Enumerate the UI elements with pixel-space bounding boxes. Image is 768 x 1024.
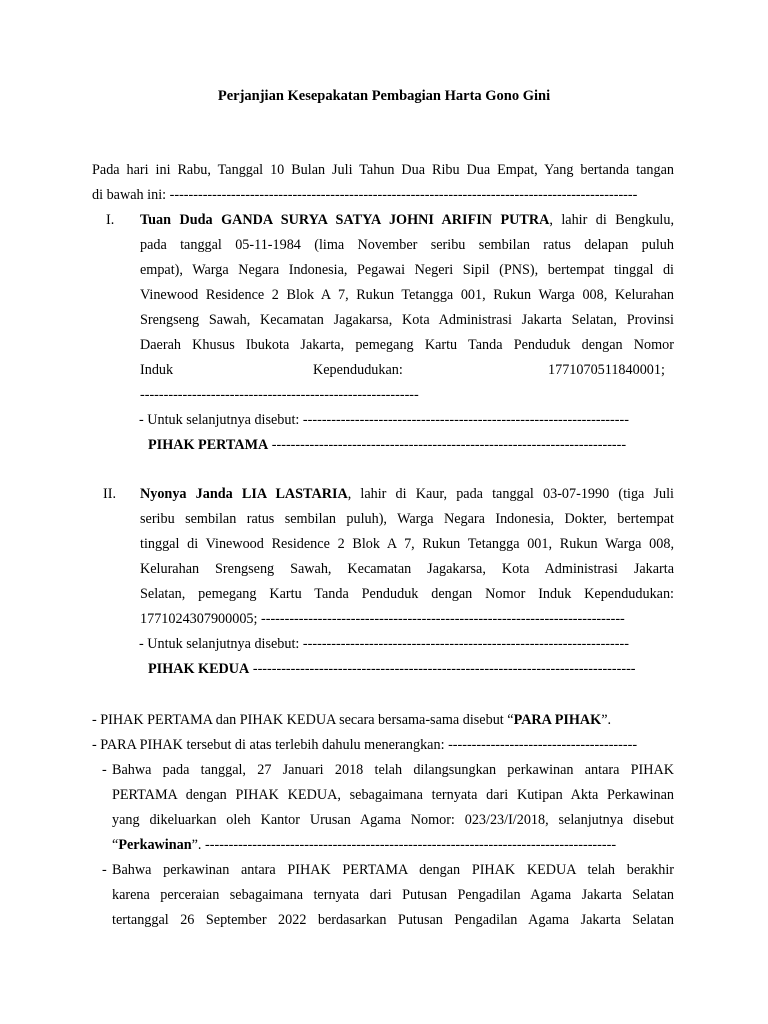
para-pihak-term: PARA PIHAK [513, 712, 602, 728]
party2-line-1 [140, 486, 674, 503]
recital1-line-4 [112, 837, 616, 854]
party1-line-7-b: Kependudukan: [313, 362, 403, 378]
recital2-bullet: - [102, 862, 107, 878]
para-pihak-line-2: - PARA PIHAK tersebut di atas terlebih dahulu menerangkan: ---------------------------------------- [92, 737, 638, 753]
party2-numeral: II. [103, 486, 116, 502]
party1-line-7-c: 1771070511840001; [548, 362, 665, 378]
recital2-line-3: tertanggal 26 September 2022 berdasarkan Putusan Pengadilan Agama Jakarta Selatan [112, 912, 674, 928]
party1-label: PIHAK PERTAMA [148, 437, 269, 453]
party2-line-2: seribu sembilan ratus sembilan puluh), Warga Negara Indonesia, Dokter, bertempat [140, 511, 674, 527]
party2-line-4: Kelurahan Srengseng Sawah, Kecamatan Jagakarsa, Kota Administrasi Jakarta [140, 561, 674, 577]
party1-name: GANDA SURYA SATYA JOHNI ARIFIN PUTRA [221, 212, 550, 228]
party1-line-2: pada tanggal 05-11-1984 (lima November seribu sembilan ratus delapan puluh [140, 237, 674, 253]
party2-label: PIHAK KEDUA [148, 661, 250, 677]
recital2-line-2: karena perceraian sebagaimana ternyata dari Putusan Pengadilan Agama Jakarta Selatan [112, 887, 674, 903]
party2-label-dashes: --------------------------------------------------------------------------------- [249, 661, 636, 677]
para-pihak-line-1-c: ”. [601, 712, 612, 728]
party2-line-1-rest: , lahir di Kaur, pada tanggal 03-07-1990 (tiga Juli [347, 486, 674, 502]
opening-line-2: di bawah ini: --------------------------------------------------------------------------------------------------- [92, 187, 638, 203]
party1-numeral: I. [106, 212, 115, 228]
party2-line-3: tinggal di Vinewood Residence 2 Blok A 7, Rukun Tetangga 001, Rukun Warga 008, [140, 536, 674, 552]
party1-label-line [148, 437, 626, 454]
party2-referred: - Untuk selanjutnya disebut: --------------------------------------------------------------------- [139, 636, 629, 652]
party2-line-5: Selatan, pemegang Kartu Tanda Penduduk dengan Nomor Induk Kependudukan: [140, 586, 674, 602]
party2-line-6: 1771024307900005; ----------------------------------------------------------------------------- [140, 611, 625, 627]
recital1-line-4-c: ”. --------------------------------------------------------------------------------------- [191, 837, 617, 853]
party1-line-1-rest: , lahir di Bengkulu, [549, 212, 675, 228]
party2-label-line [148, 661, 636, 678]
party2-name: LIA LASTARIA [241, 486, 348, 502]
recital1-line-4-a: “ [112, 837, 119, 853]
recital1-line-3: yang dikeluarkan oleh Kantor Urusan Agama Nomor: 023/23/I/2018, selanjutnya disebut [112, 812, 674, 828]
recital2-line-1: Bahwa perkawinan antara PIHAK PERTAMA dengan PIHAK KEDUA telah berakhir [112, 862, 674, 878]
party1-honorific: Tuan Duda [140, 212, 213, 228]
party2-honorific: Nyonya Janda [140, 486, 233, 502]
para-pihak-line-1-a: - PIHAK PERTAMA dan PIHAK KEDUA secara bersama-sama disebut “ [92, 712, 514, 728]
para-pihak-line-1 [92, 712, 611, 729]
party1-line-3: empat), Warga Negara Indonesia, Pegawai Negeri Sipil (PNS), bertempat tinggal di [140, 262, 674, 278]
document-title: Perjanjian Kesepakatan Pembagian Harta Gono Gini [217, 88, 551, 104]
perkawinan-term: Perkawinan [118, 837, 192, 853]
party1-line-7-a: Induk [140, 362, 174, 378]
party1-line-4: Vinewood Residence 2 Blok A 7, Rukun Tetangga 001, Rukun Warga 008, Kelurahan [140, 287, 674, 303]
recital1-bullet: - [102, 762, 107, 778]
party1-line-1 [140, 212, 674, 229]
party1-line-8: ----------------------------------------------------------- [140, 387, 419, 403]
party1-line-5: Srengseng Sawah, Kecamatan Jagakarsa, Kota Administrasi Jakarta Selatan, Provinsi [140, 312, 674, 328]
recital1-line-2: PERTAMA dengan PIHAK KEDUA, sebagaimana ternyata dari Kutipan Akta Perkawinan [112, 787, 674, 803]
recital1-line-1: Bahwa pada tanggal, 27 Januari 2018 telah dilangsungkan perkawinan antara PIHAK [112, 762, 674, 778]
party1-line-6: Daerah Khusus Ibukota Jakarta, pemegang Kartu Tanda Penduduk dengan Nomor [140, 337, 674, 353]
opening-line-1: Pada hari ini Rabu, Tanggal 10 Bulan Juli Tahun Dua Ribu Dua Empat, Yang bertanda tangan [92, 162, 674, 178]
party1-label-dashes: --------------------------------------------------------------------------- [268, 437, 627, 453]
party1-referred: - Untuk selanjutnya disebut: --------------------------------------------------------------------- [139, 412, 629, 428]
